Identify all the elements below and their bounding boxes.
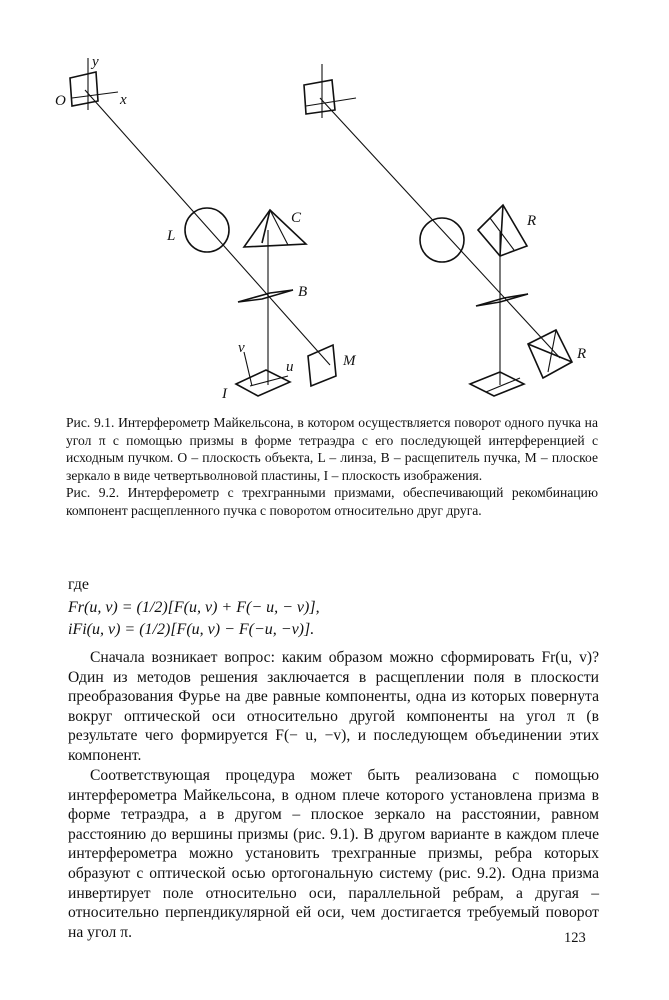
label-M: M <box>343 353 356 369</box>
label-C: C <box>291 210 302 226</box>
paragraph-1: Сначала возникает вопрос: каким образом можно сформировать Fr(u, v)? Один из методов решения заключается в расщеплении поля в плоскости преобразования Фурье на две равные компоненты, одна из которых повернута вокруг оптической оси относительно другой компоненты на угол π (в результате чего формируется F(− u, −v), и последующем объединении этих компонент. <box>68 649 599 764</box>
formula-imag-part: iFi(u, v) = (1/2)[F(u, v) − F(−u, −v)]. <box>68 621 315 638</box>
label-y: y <box>92 54 99 70</box>
label-R-bottom: R <box>577 346 587 362</box>
diagram-trihedral-prisms <box>304 64 586 396</box>
formula-intro: где <box>68 576 90 593</box>
lens-right <box>420 218 464 262</box>
v-axis <box>244 352 252 386</box>
label-O: O <box>55 93 66 109</box>
label-L: L <box>167 228 176 244</box>
figure-interferometers <box>0 0 669 410</box>
formula-real-part: Fr(u, v) = (1/2)[F(u, v) + F(− u, − v)], <box>68 598 320 616</box>
page-number: 123 <box>564 930 586 946</box>
label-v: v <box>238 340 245 356</box>
caption-fig-9-2: Рис. 9.2. Интерферометр с трехгранными призмами, обеспечивающий рекомбинацию компонент расщепленного пучка с поворотом относительно друг друга. <box>66 485 598 518</box>
label-B: B <box>298 284 308 300</box>
x-axis <box>72 92 118 98</box>
lens <box>185 208 229 252</box>
label-x: x <box>120 92 127 108</box>
trihedral-prism-bottom <box>528 330 572 378</box>
caption-fig-9-1: Рис. 9.1. Интерферометр Майкельсона, в котором осуществляется поворот одного пучка на угол π с помощью призмы в форме тетраэдра с его последующей интерференцией с исходным пучком. O – плоскость объекта, L – линза, B – расщепитель пучка, M – плоское зеркало в виде четвертьволновой пластины, I – плоскость изображения. <box>66 415 598 483</box>
formula-block <box>68 574 320 642</box>
figure-captions <box>66 414 598 519</box>
label-I: I <box>222 386 227 402</box>
optical-axis-right <box>320 98 560 358</box>
label-u: u <box>286 359 294 375</box>
trihedral-prism-top <box>478 205 527 256</box>
diagram-michelson-tetrahedron <box>55 54 357 402</box>
image-plane-right <box>470 372 524 396</box>
object-plane <box>70 72 98 106</box>
quarter-wave-mirror <box>308 345 336 386</box>
label-R-top: R <box>527 213 537 229</box>
paragraph-2: Соответствующая процедура может быть реализована с помощью интерферометра Майкельсона, в одном плече которого установлена призма в форме тетраэдра, а в другом – плоское зеркало на расстоянии, равном расстоянию до вершины призмы (рис. 9.1). В другом варианте в каждом плече интерферометра можно установить трехгранные призмы, ребра которых образуют с оптической осью ортогональную систему (рис. 9.2). Одна призма инвертирует поле относительно оси, параллельной ребрам, а другая – относительно перпендикулярной ей оси, чем достигается требуемый поворот на угол π. <box>68 767 599 941</box>
optical-axis <box>85 90 330 365</box>
